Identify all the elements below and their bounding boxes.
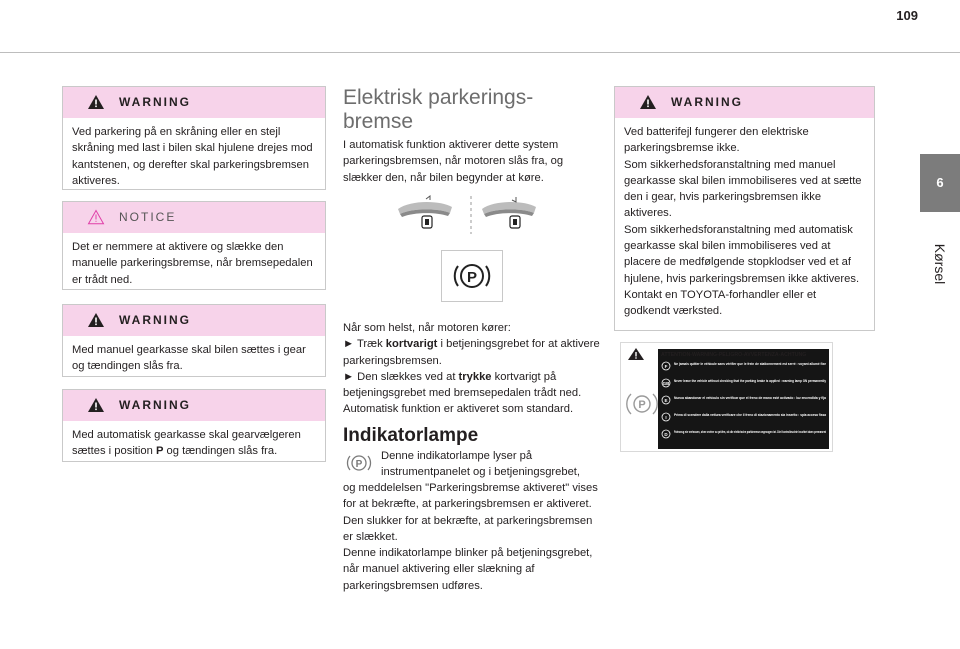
warning-text: Ved parkering på en skråning eller en stejl skråning med last i bilen skal hjulene drejes mod kantstenen, og derefter skal parkeringsbremsen aktiveres.: [72, 126, 313, 187]
warning-text: Med manuel gearkasse skal bilen sættes i gear og tændingen slås fra.: [72, 344, 306, 373]
parking-brake-indicator-icon: [441, 250, 503, 302]
indicator-blink-text: Denne indikatorlampe blinker på betjeningsgrebet, når manuel aktivering eller slækning af parkeringsbremsen udføres.: [343, 547, 593, 592]
notice-triangle-icon: [87, 209, 105, 225]
indicator-text: [343, 480, 605, 594]
indicator-lamp-icon: [344, 451, 374, 475]
warning-box-manual: [62, 304, 326, 377]
lever-press-illustration: [482, 197, 536, 228]
warning-title: WARNING: [671, 95, 743, 109]
warning-label-sticker: [620, 342, 833, 452]
warning-text: Med automatisk gearkasse skal gearvælgeren sættes i position P og tændingen slås fra.: [72, 429, 301, 458]
section-heading: Elektrisk parkerings-bremse: [343, 86, 534, 133]
label-language-code: E: [664, 398, 668, 403]
label-warning-text: Nunca abandonar el vehículo sin verificar que el freno de mano esté activado : luz encendida y fija: [674, 395, 827, 400]
label-language-code: I: [665, 415, 667, 420]
warning-box-automatic: [62, 389, 326, 462]
svg-text:P: P: [638, 399, 646, 411]
steps-intro: Når som helst, når motoren kører:: [343, 322, 511, 334]
step-release: ► Den slækkes ved at trykke kortvarigt på betjeningsgrebet med bremsepedalen trådt ned.: [343, 370, 582, 400]
notice-text: Det er nemmere at aktivere og slække den manuelle parkeringsbremse, når bremsepedalen er trådt ned.: [72, 241, 313, 286]
warning-title: WARNING: [119, 95, 191, 109]
notice-box: [62, 201, 326, 290]
warning-line: Ved batterifejl fungerer den elektriske parkeringsbremse ikke.: [624, 126, 809, 155]
indicator-text-lead: Denne indikatorlampe lyser på instrumentpanelet og i betjeningsgrebet,: [381, 450, 581, 479]
page-number: 109: [896, 8, 918, 23]
svg-text:P: P: [355, 459, 363, 470]
warning-line: Som sikkerhedsforanstaltning med manuel gearkasse skal bilen immobiliseres ved at sætte den i gear, hvis parkeringsbremsen ikke aktiveres.: [624, 158, 862, 220]
intro-paragraph: I automatisk funktion aktiverer dette system parkeringsbremsen, når motoren slås fra, og slækker den, når bilen begynder at køre.: [343, 139, 564, 184]
warning-box-battery: [614, 86, 875, 331]
brake-lever-illustration: [392, 194, 550, 236]
header-divider: [0, 52, 960, 53]
warning-line: Kontakt en TOYOTA-forhandler eller et godkendt værksted.: [624, 288, 817, 318]
chapter-tab-label[interactable]: Kørsel: [932, 243, 948, 285]
warning-box-slope: [62, 86, 326, 190]
warning-text: [615, 118, 874, 328]
step-apply: ► Træk kortvarigt i betjeningsgrebet for at aktivere parkeringsbremsen.: [343, 338, 600, 367]
sub-heading: Indikatorlampe: [343, 425, 479, 446]
operation-steps: [343, 320, 605, 418]
label-warning-text: Fahrzeug nie verlassen, ohne vorher zu prüfen, ob die elektrische parkbremse angezogen ist. Die Kontrolleuchte leuchtet dann permanent: [674, 429, 827, 434]
warning-label-graphic: [625, 346, 830, 450]
label-language-code: F: [664, 364, 668, 369]
label-warning-text: Never leave the vehicle without checking that the parking brake is applied : warning lamp ON permanently: [674, 378, 827, 383]
svg-text:P: P: [466, 269, 478, 286]
warning-triangle-icon: [639, 94, 657, 110]
label-warning-text: Prima di scendere dalla vettura verificare che il freno di stazionamento sia inserito : spia accesa fissa: [674, 412, 827, 417]
lever-pull-illustration: [398, 196, 452, 228]
notice-title: NOTICE: [119, 210, 177, 224]
warning-triangle-icon: [87, 94, 105, 110]
label-language-code: GB: [662, 381, 670, 386]
warning-line: Som sikkerhedsforanstaltning med automatisk gearkasse skal bilen immobiliseres ved at placere de medfølgende stopklodser ved et af hjulene, hvis parkeringsbremsen ikke aktiveres.: [624, 223, 860, 285]
chapter-tab-number[interactable]: 6: [920, 154, 960, 212]
indicator-off-text: Den slukker for at bekræfte, at parkeringsbremsen er slækket.: [343, 514, 593, 543]
warning-triangle-icon: [87, 397, 105, 413]
label-language-code: D: [664, 432, 668, 437]
warning-title: WARNING: [119, 313, 191, 327]
auto-default-note: Automatisk funktion er aktiveret som standard.: [343, 403, 574, 416]
warning-title: WARNING: [119, 398, 191, 412]
indicator-on-text: og meddelelsen "Parkeringsbremse aktiveret" vises for at bekræfte, at parkeringsbremsen er aktiveret.: [343, 482, 598, 511]
warning-triangle-icon: [87, 312, 105, 328]
label-header: ATTENTION-WARNING-PELIGRO-AVVERTENZA-ACHTUNG: [661, 352, 807, 358]
label-warning-text: Ne jamais quitter le véhicule sans vérifier que le frein de stationnement est serré : voyant allumé fixe: [674, 361, 827, 366]
